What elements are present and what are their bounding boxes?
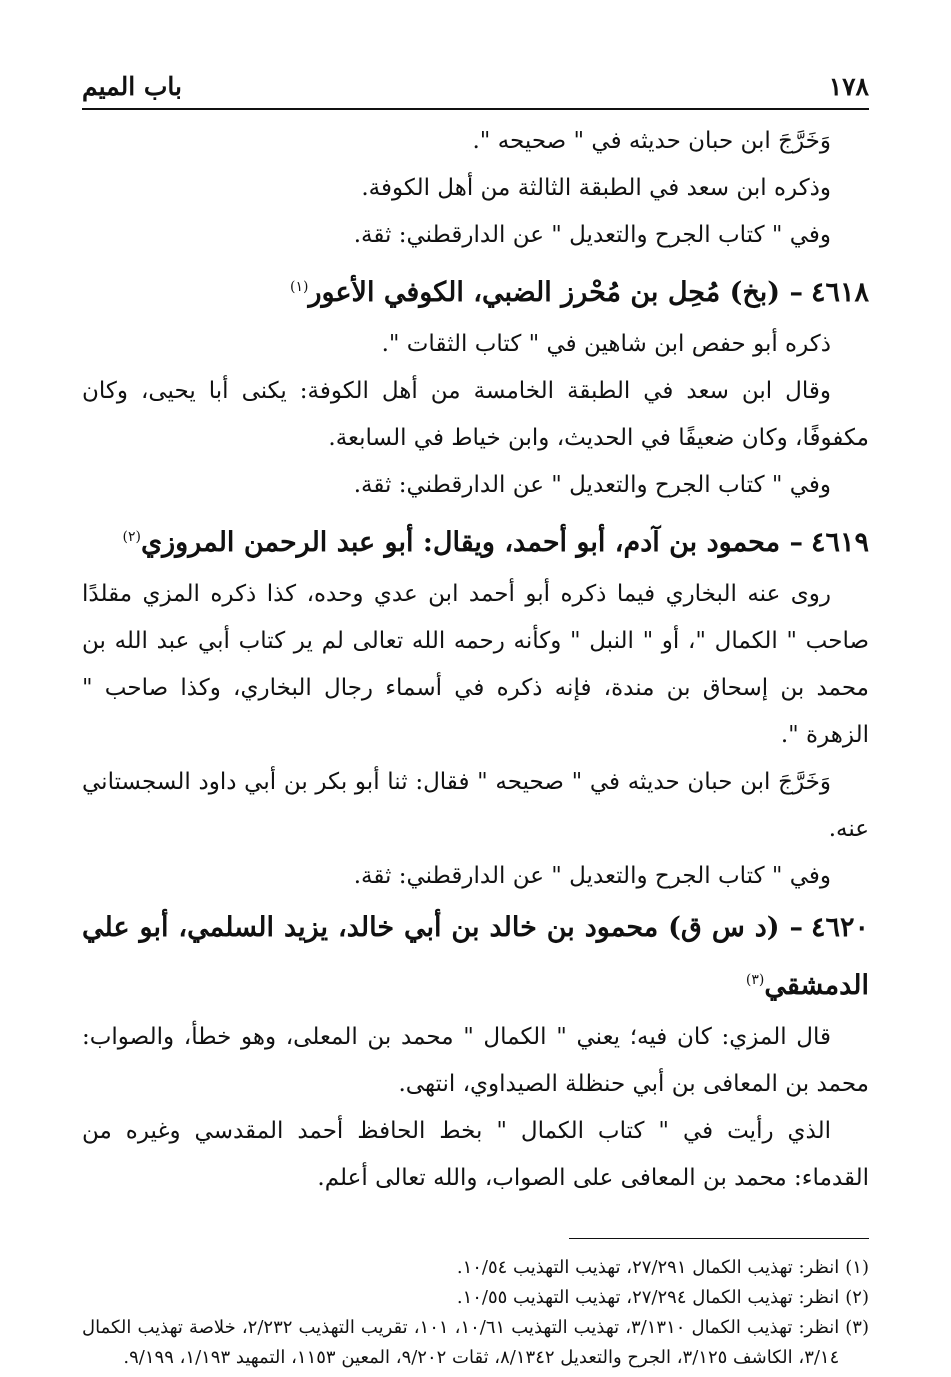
footnote-text: انظر: تهذيب الكمال ٢٧/٢٩١، تهذيب التهذيب ١٠/٥٤. bbox=[456, 1257, 840, 1278]
footnote-label: (٣) bbox=[845, 1317, 869, 1338]
paragraph: قال المزي: كان فيه؛ يعني " الكمال " محمد بن المعلى، وهو خطأ، والصواب: محمد بن المعافى بن أبي حنظلة الصيداوي، انتهى. bbox=[82, 1024, 869, 1097]
paragraph: وفي " كتاب الجرح والتعديل " عن الدارقطني: ثقة. bbox=[353, 222, 831, 248]
footnote-text: انظر: تهذيب الكمال ٣/١٣١٠، تهذيب التهذيب ١٠/٦١، ١٠١، تقريب التهذيب ٢/٢٣٢، خلاصة تهذيب الكمال ٣/١٤، الكاشف ٣/١٢٥، الجرح والتعديل ٨/١٣٤٢، ثقات ٩/٢٠٢، المعين ١١٥٣، التمهيد ١/١٩٣، ٩/١٩٩. bbox=[82, 1317, 840, 1368]
running-header bbox=[82, 64, 869, 110]
entry-title: – (د س ق) محمود بن خالد بن أبي خالد، يزيد السلمي، أبو علي الدمشقي bbox=[82, 912, 869, 1001]
paragraph: وَخَرَّجَ ابن حبان حديثه في " صحيحه " فقال: ثنا أبو بكر بن أبي داود السجستاني عنه. bbox=[82, 769, 869, 842]
paragraph: وذكره ابن سعد في الطبقة الثالثة من أهل الكوفة. bbox=[361, 175, 831, 201]
paragraph: وفي " كتاب الجرح والتعديل " عن الدارقطني: ثقة. bbox=[353, 472, 831, 498]
footnote bbox=[82, 1253, 869, 1283]
paragraph: روى عنه البخاري فيما ذكره أبو أحمد ابن عدي وحده، كذا ذكره المزي مقلدًا صاحب " الكمال "، أو " النبل " وكأنه رحمه الله تعالى لم ير كتاب أبي عبد الله بن محمد بن إسحاق بن مندة، فإنه ذكره في أسماء رجال البخاري، وكذا صاحب " الزهرة ". bbox=[82, 581, 869, 748]
paragraph: ذكره أبو حفص ابن شاهين في " كتاب الثقات ". bbox=[381, 331, 831, 357]
footnote-marker: (٢) bbox=[122, 529, 141, 545]
footnotes bbox=[82, 1253, 869, 1373]
footnote-text: انظر: تهذيب الكمال ٢٧/٢٩٤، تهذيب التهذيب ١٠/٥٥. bbox=[456, 1287, 840, 1308]
footnote-separator bbox=[569, 1238, 869, 1239]
paragraph: وَخَرَّجَ ابن حبان حديثه في " صحيحه ". bbox=[472, 128, 831, 154]
entry-title: – (بخ) مُحِل بن مُحْرز الضبي، الكوفي الأعور bbox=[308, 277, 803, 308]
entry-heading-4619 bbox=[82, 511, 869, 569]
entry-heading-4620 bbox=[82, 902, 869, 1012]
footnote bbox=[82, 1283, 869, 1313]
footnote-label: (١) bbox=[845, 1257, 869, 1278]
main-text bbox=[82, 118, 869, 1373]
page-number: ١٧٨ bbox=[828, 71, 869, 101]
paragraph: الذي رأيت في " كتاب الكمال " بخط الحافظ أحمد المقدسي وغيره من القدماء: محمد بن المعافى على الصواب، والله تعالى أعلم. bbox=[82, 1118, 869, 1191]
entry-heading-4618 bbox=[82, 261, 869, 319]
entry-number: ٤٦٢٠ bbox=[810, 912, 869, 943]
footnote-marker: (٣) bbox=[745, 972, 765, 988]
entry-number: ٤٦١٩ bbox=[810, 527, 869, 558]
entry-number: ٤٦١٨ bbox=[810, 277, 869, 308]
footnote-label: (٢) bbox=[845, 1287, 869, 1308]
footnote bbox=[82, 1313, 869, 1373]
paragraph: وفي " كتاب الجرح والتعديل " عن الدارقطني: ثقة. bbox=[353, 863, 831, 889]
chapter-title: باب الميم bbox=[82, 71, 183, 101]
entry-title: – محمود بن آدم، أبو أحمد، ويقال: أبو عبد الرحمن المروزي bbox=[140, 527, 803, 558]
paragraph: وقال ابن سعد في الطبقة الخامسة من أهل الكوفة: يكنى أبا يحيى، وكان مكفوفًا، وكان ضعيفًا في الحديث، وابن خياط في السابعة. bbox=[82, 378, 869, 451]
footnote-marker: (١) bbox=[289, 279, 309, 295]
